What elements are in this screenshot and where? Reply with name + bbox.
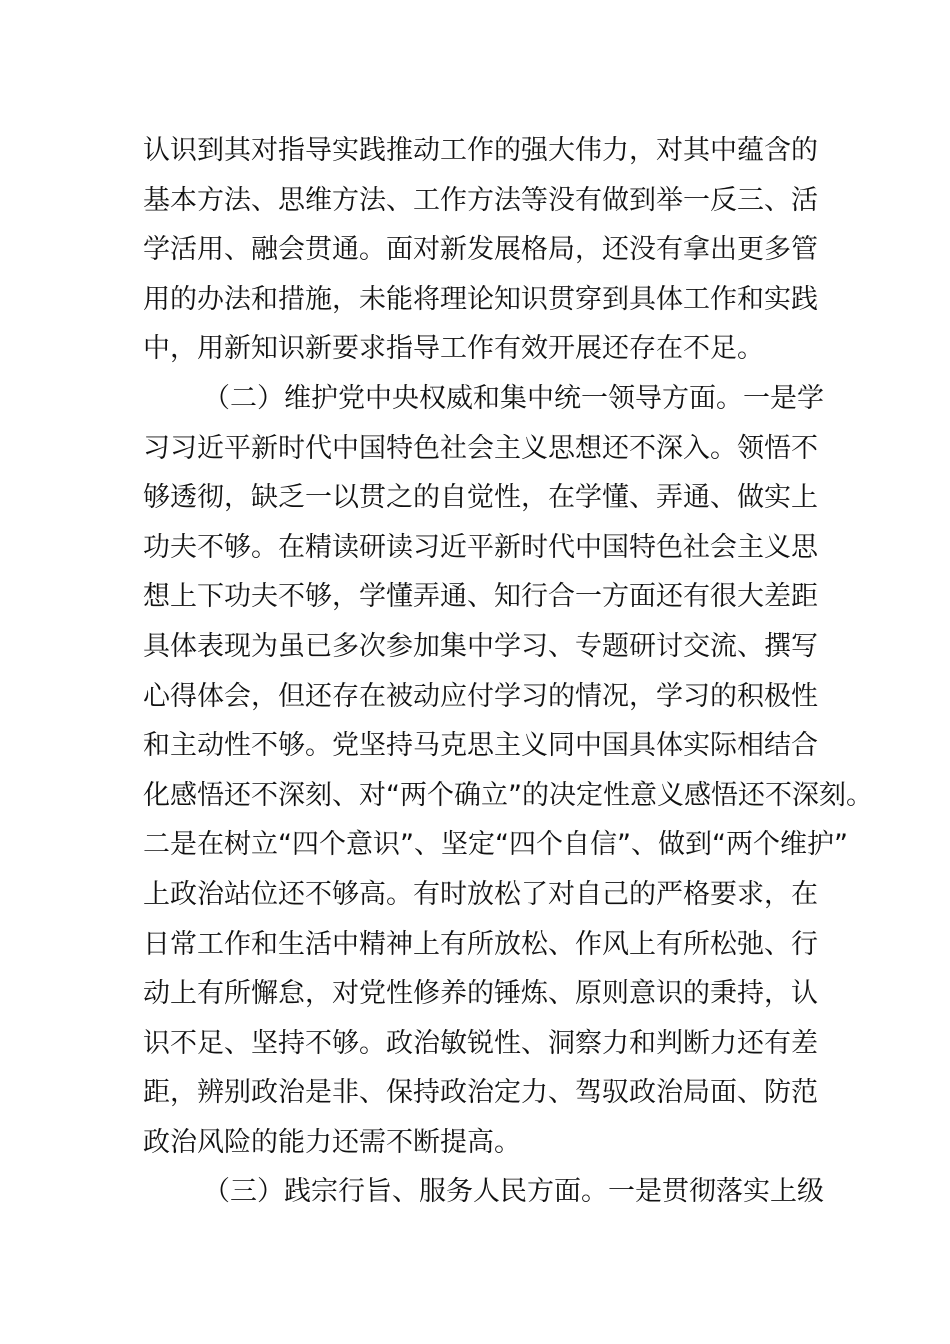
text-line: 和主动性不够。党坚持马克思主义同中国具体实际相结合 (143, 730, 818, 762)
text-line: 动上有所懈怠，对党性修养的锤炼、原则意识的秉持，认 (143, 978, 818, 1010)
text-line: 距，辨别政治是非、保持政治定力、驾驭政治局面、防范 (143, 1077, 818, 1109)
section-heading-line: （三）践宗行旨、服务人民方面。一是贯彻落实上级 (203, 1176, 824, 1208)
text-line: 够透彻，缺乏一以贯之的自觉性，在学懂、弄通、做实上 (143, 482, 818, 514)
text-line: 用的办法和措施，未能将理论知识贯穿到具体工作和实践 (143, 283, 818, 315)
text-line: 日常工作和生活中精神上有所放松、作风上有所松弛、行 (143, 928, 818, 960)
document-body (143, 126, 873, 1217)
text-line: 心得体会，但还存在被动应付学习的情况，学习的积极性 (143, 680, 818, 712)
text-line: 认识到其对指导实践推动工作的强大伟力，对其中蕴含的 (143, 135, 818, 166)
text-line: 具体表现为虽已多次参加集中学习、专题研讨交流、撰写 (143, 630, 818, 662)
text-line: 想上下功夫不够，学懂弄通、知行合一方面还有很大差距 (143, 581, 818, 613)
text-line: 学活用、融会贯通。面对新发展格局，还没有拿出更多管 (143, 234, 818, 266)
text-line: 习习近平新时代中国特色社会主义思想还不深入。领悟不 (143, 432, 818, 464)
section-heading-line: （二）维护党中央权威和集中统一领导方面。一是学 (203, 382, 824, 414)
text-line: 中，用新知识新要求指导工作有效开展还存在不足。 (143, 333, 764, 365)
text-line: 化感悟还不深刻、对“两个确立”的决定性意义感悟还不深刻。 (143, 779, 873, 811)
text-line: 二是在树立“四个意识”、坚定“四个自信”、做到“两个维护” (143, 829, 848, 861)
text-line: 识不足、坚持不够。政治敏锐性、洞察力和判断力还有差 (143, 1027, 818, 1059)
text-line: 上政治站位还不够高。有时放松了对自己的严格要求，在 (143, 878, 818, 910)
text-line: 基本方法、思维方法、工作方法等没有做到举一反三、活 (143, 184, 818, 216)
text-line: 政治风险的能力还需不断提高。 (143, 1126, 521, 1158)
text-line: 功夫不够。在精读研读习近平新时代中国特色社会主义思 (143, 531, 818, 563)
